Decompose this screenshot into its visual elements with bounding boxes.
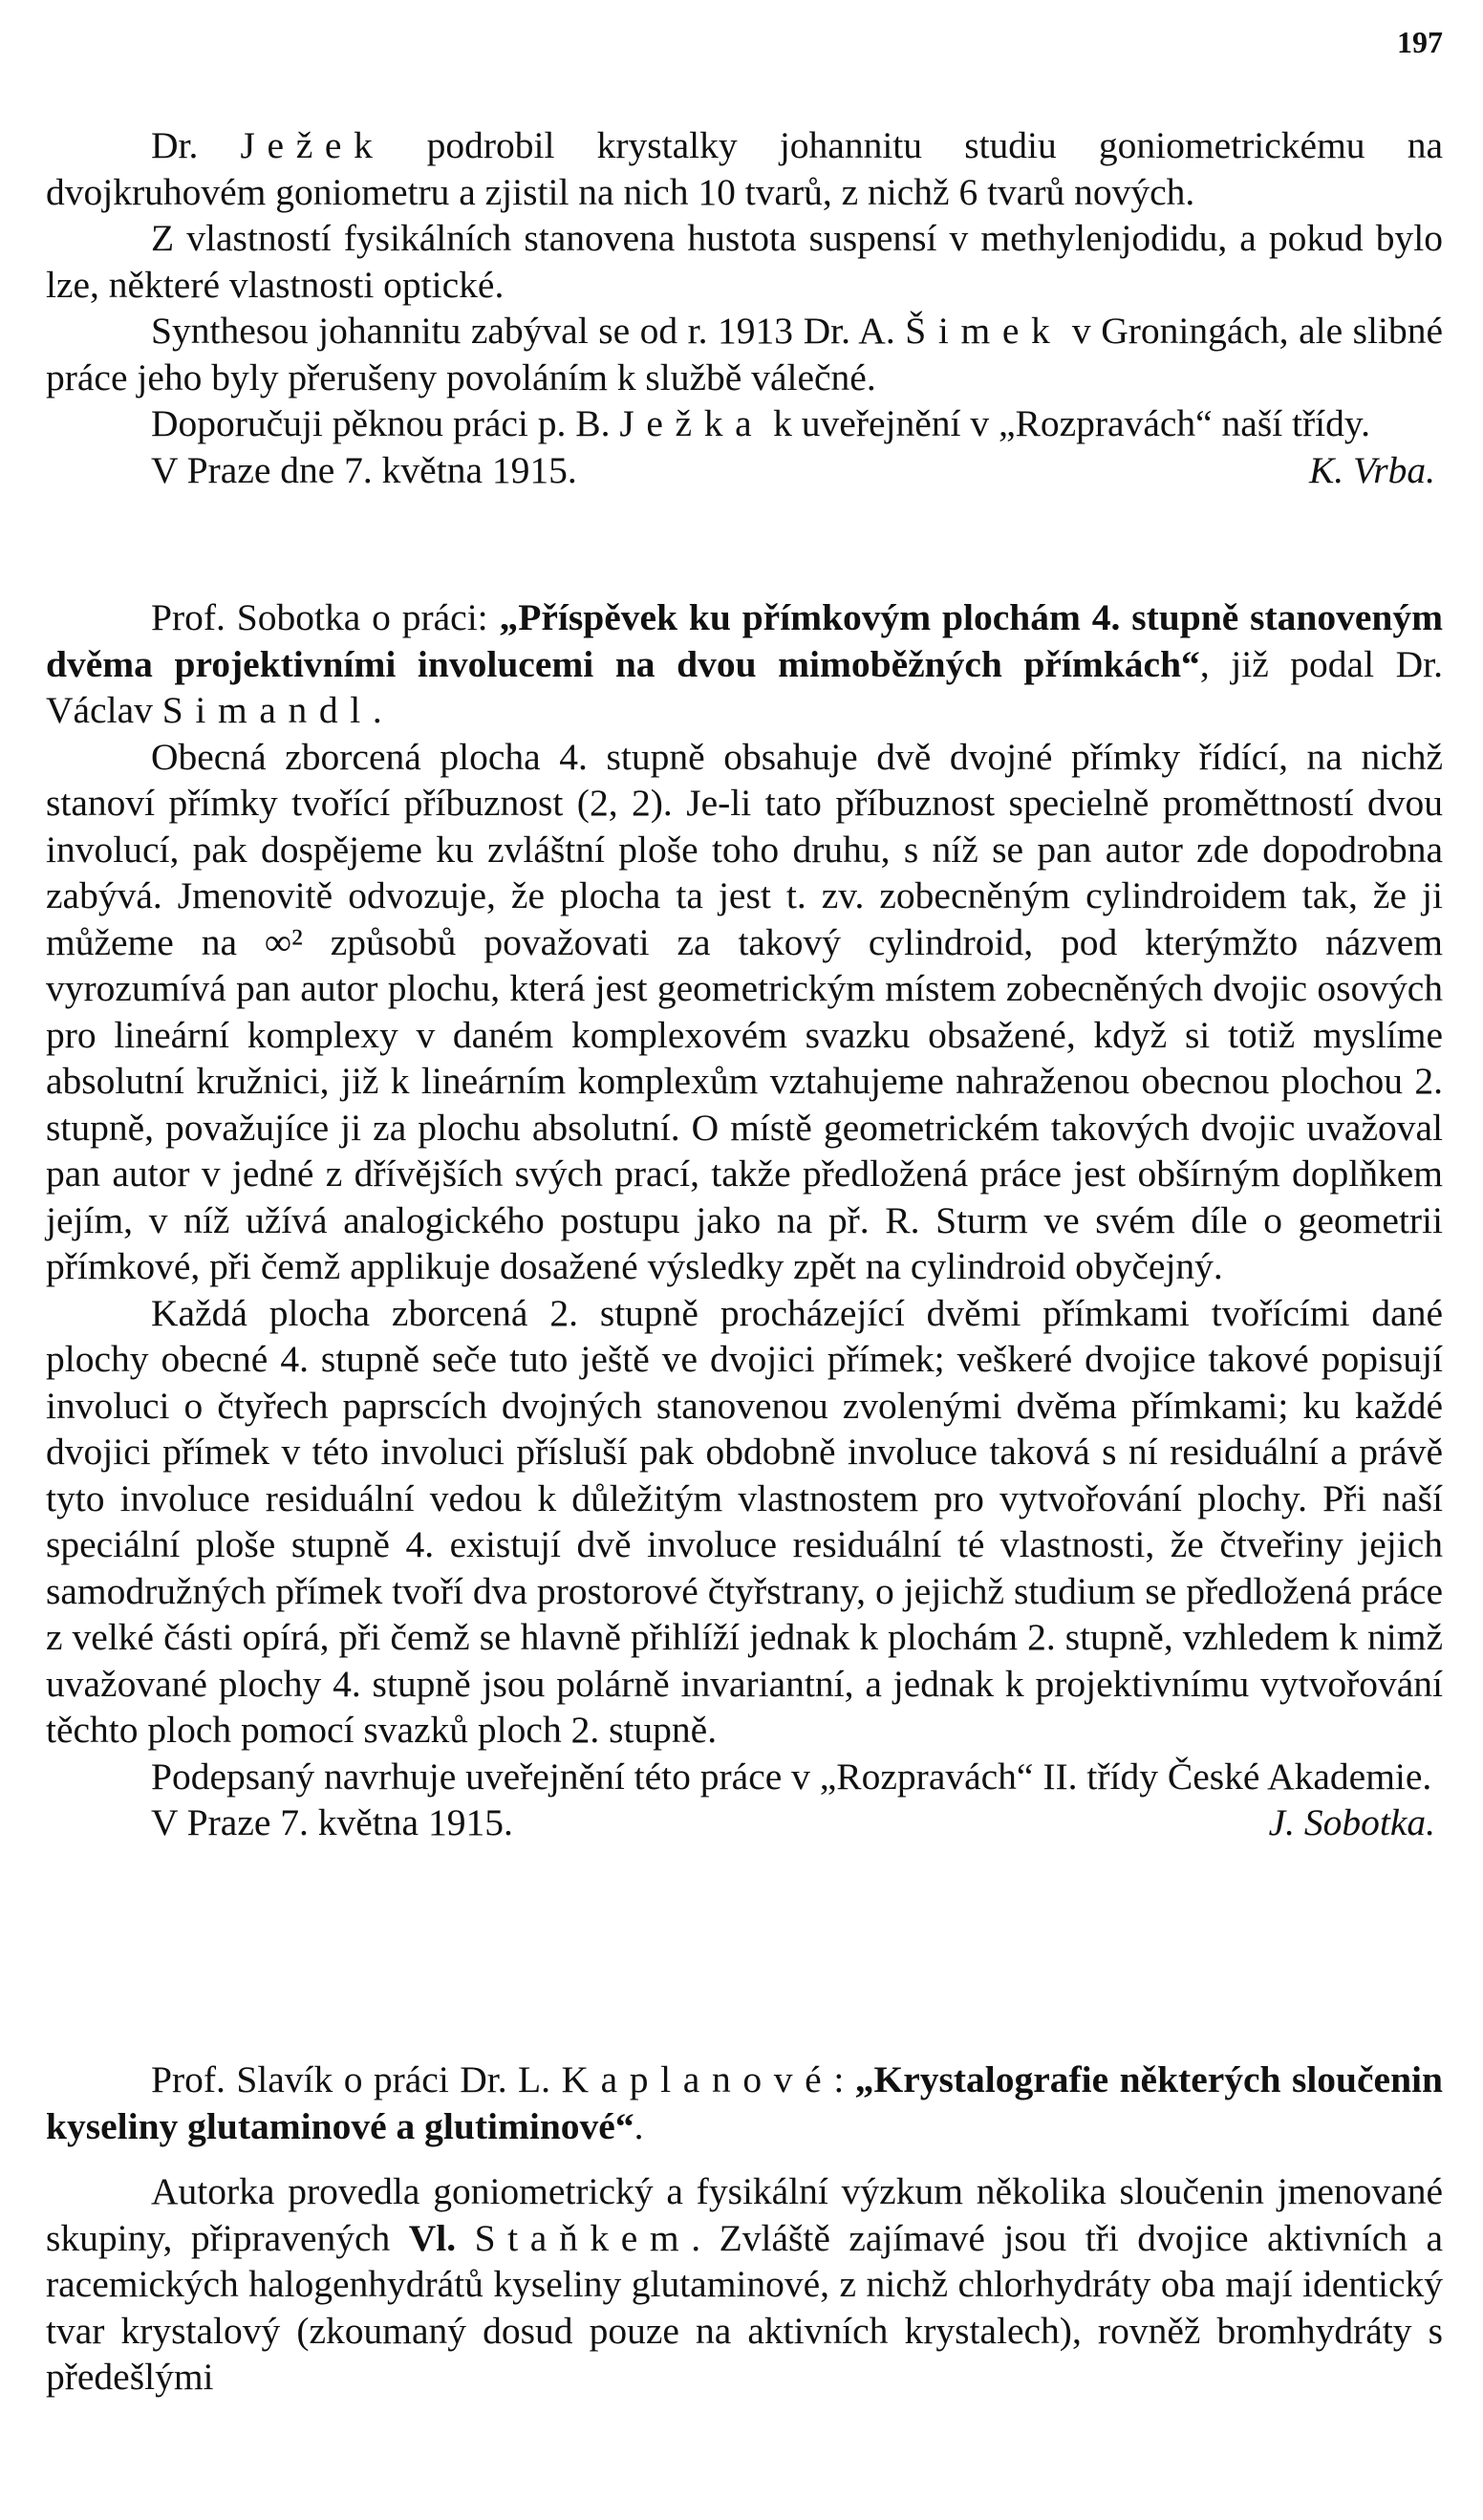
paragraph xyxy=(46,122,1443,215)
paragraph xyxy=(46,308,1443,400)
paragraph xyxy=(46,2168,1443,2401)
section-vrba-report xyxy=(46,122,1443,493)
author-name: Simandl xyxy=(161,689,373,731)
person-name: Šimek xyxy=(905,310,1063,352)
author-name: Kaplanové xyxy=(561,2058,834,2100)
text-run: Autorka provedla goniometrický a fysikální výzkum několika sloučenin jmenované skupiny, připravených xyxy=(46,2170,1443,2259)
paragraph-intro xyxy=(46,594,1443,734)
text-run: Synthesou johannitu zabýval se od r. 1913 Dr. A. xyxy=(151,310,906,352)
text-run: , již podal Dr. Václav xyxy=(46,642,1443,731)
text-run: Doporučuji pěknou práci p. B. xyxy=(151,402,620,444)
signature-place-date: V Praze 7. května 1915. xyxy=(151,1801,513,1843)
section-slavik-report xyxy=(46,2057,1443,2401)
text-run: Prof. Slavík o práci Dr. L. xyxy=(151,2058,562,2100)
work-title: „Příspěvek ku přímkovým plochám 4. stupně stanoveným dvěma projektivními involucemi na dvou mimoběžných přímkách“ xyxy=(46,596,1443,685)
text-run: . xyxy=(372,689,382,731)
text-run: Dr. xyxy=(151,124,241,166)
section-sobotka-report xyxy=(46,594,1443,1846)
paragraph xyxy=(46,400,1443,447)
text-run: . xyxy=(634,2104,644,2147)
author-name: Ježka xyxy=(619,402,764,444)
text-run: . Zvláště zajímavé jsou tři dvojice aktivních a racemických halogenhydrátů kyseliny glutaminové, z nichž chlorhydráty oba mají identický tvar krystalový (zkoumaný dosud pouze na aktivních krystalech), rovněž bromhydráty s předešlými xyxy=(46,2216,1443,2398)
text-run xyxy=(456,2217,474,2259)
page-number: 197 xyxy=(1397,25,1443,59)
text-run: podrobil krystalky johannitu studiu goniometrickému na dvojkruhovém goniometru a zjistil na nich 10 tvarů, z nichž 6 tvarů nových. xyxy=(46,124,1443,213)
paragraph: Obecná zborcená plocha 4. stupně obsahuje dvě dvojné přímky řídící, na nichž stanoví přímky tvořící příbuznost (2, 2). Je-li tato příbuznost specielně proměttností dvou involucí, pak dospějeme ku zvláštní ploše toho druhu, s níž se pan autor zde dopodrobna zabývá. Jmenovitě odvozuje, že plocha ta jest t. zv. zobecněným cylindroidem tak, že ji můžeme na ∞² způsobů považovati za takový cylindroid, pod kterýmžto názvem vyrozumívá pan autor plochu, která jest geometrickým místem zobecněných dvojic osových pro lineární komplexy v daném komplexovém svazku obsažené, když si totiž myslíme absolutní kružnici, již k lineárním komplexům vztahujeme nahraženou obecnou plochou 2. stupně, považujíce ji za plochu absolutní. O místě geometrickém takových dvojic uvažoval pan autor v jedné z dřívějších svých prací, takže předložená práce jest obšírným doplňkem jejím, v níž užívá analogického postupu jako na př. R. Sturm ve svém díle o geometrii přímkové, při čemž applikuje dosažené výsledky zpět na cylindroid obyčejný. xyxy=(46,735,1443,1287)
signature-name: J. Sobotka. xyxy=(1268,1801,1435,1843)
paragraph: Každá plocha zborcená 2. stupně procházející dvěmi přímkami tvořícími dané plochy obecné 4. stupně seče tuto ještě ve dvojici přímek; veškeré dvojice takové popisují involuci o čtyřech paprscích dvojných stanovenou zvolenými dvěma přímkami; ku každé dvojici přímek v této involuci přísluší pak obdobně involuce taková s ní residuální a právě tyto involuce residuální vedou k důležitým vlastnostem pro vytvořování plochy. Při naší speciální ploše stupně 4. existují dvě involuce residuální té vlastnosti, že čtveřiny jejich samodružných přímek tvoří dva prostorové čtyřstrany, o jejichž studium se předložená práce z velké části opírá, při čemž se hlavně přihlíží jednak k plochám 2. stupně, vzhledem k nimž uvažované plochy 4. stupně jsou polárně invariantní, a jednak k projektivnímu vytvořování těchto ploch pomocí svazků ploch 2. stupně. xyxy=(46,1291,1443,1751)
paragraph: Podepsaný navrhuje uveřejnění této práce v „Rozpravách“ II. třídy České Akademie. xyxy=(151,1755,1432,1798)
person-name: Staňkem xyxy=(474,2216,692,2259)
work-title: „Krystalografie některých sloučenin kyseliny glutaminové a glutiminové“ xyxy=(46,2058,1443,2147)
document-page xyxy=(46,0,1443,2520)
text-run: k uveřejnění v „Rozpravách“ naší třídy. xyxy=(763,402,1370,444)
signature-place-date: V Praze dne 7. května 1915. xyxy=(151,448,577,491)
text-run: : xyxy=(833,2058,855,2100)
text-run: v Groningách, ale slibné práce jeho byly přerušeny povoláním k službě válečné. xyxy=(46,310,1443,398)
paragraph: Z vlastností fysikálních stanovena hustota suspensí v methylenjodidu, a pokud bylo lze, některé vlastnosti optické. xyxy=(46,217,1443,306)
signature-name: K. Vrba. xyxy=(1308,448,1435,491)
person-initial: Vl. xyxy=(408,2216,457,2259)
signature-line xyxy=(46,447,1443,494)
author-name: Ježek xyxy=(240,124,385,166)
paragraph-intro xyxy=(46,2057,1443,2149)
signature-line xyxy=(46,1799,1443,1846)
text-run: Prof. Sobotka o práci: xyxy=(151,596,500,638)
